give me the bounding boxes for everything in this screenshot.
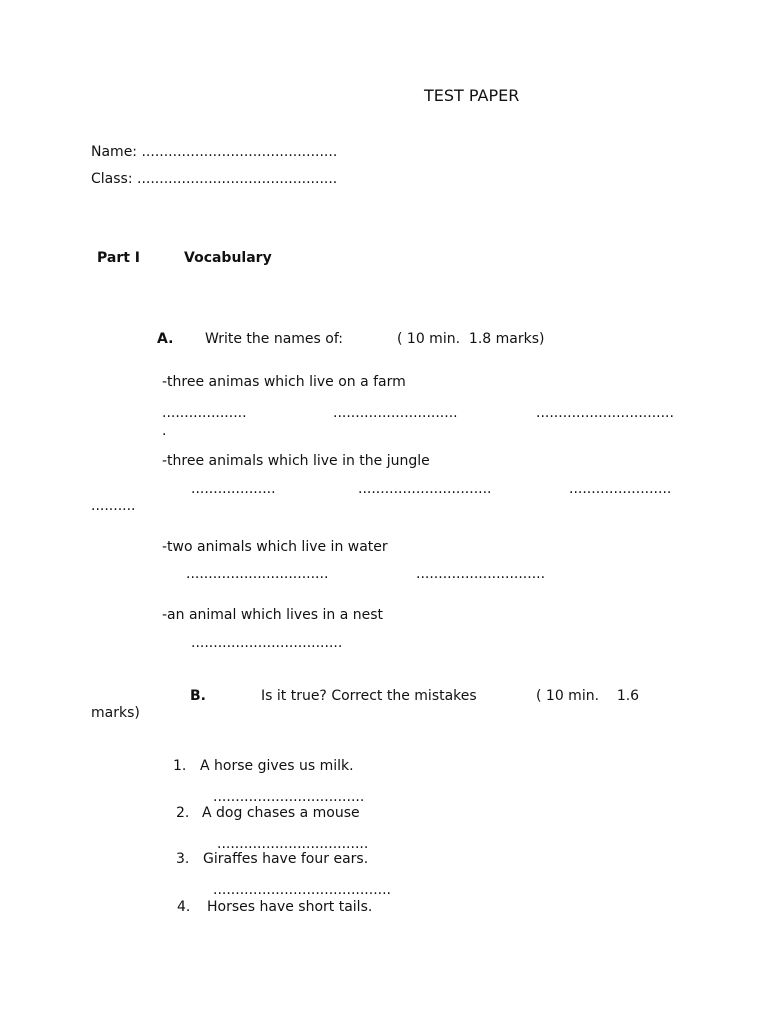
list-item-text: A horse gives us milk. bbox=[200, 758, 354, 774]
class-field: Class: ............................................. bbox=[91, 171, 338, 187]
list-item-number: 2. bbox=[176, 805, 190, 821]
section-a-marks: ( 10 min. 1.8 marks) bbox=[397, 331, 545, 347]
answer-blank-overflow: . bbox=[162, 423, 167, 439]
answer-blank: ....................... bbox=[569, 481, 672, 497]
answer-blank: .................................. bbox=[213, 789, 365, 805]
section-b-marks-continued: marks) bbox=[91, 705, 140, 721]
section-b-instruction: Is it true? Correct the mistakes bbox=[261, 688, 477, 704]
page-title: TEST PAPER bbox=[424, 86, 520, 105]
list-item-text: A dog chases a mouse bbox=[202, 805, 360, 821]
question-prompt: -three animals which live in the jungle bbox=[162, 453, 430, 469]
answer-blank: .................................. bbox=[217, 836, 369, 852]
answer-blank: .............................. bbox=[358, 481, 492, 497]
list-item-number: 1. bbox=[173, 758, 187, 774]
answer-blank: ............................ bbox=[333, 405, 458, 421]
list-item-text: Giraffes have four ears. bbox=[203, 851, 369, 867]
answer-blank: ........................................ bbox=[213, 882, 392, 898]
part-heading: Vocabulary bbox=[184, 250, 272, 266]
list-item-number: 4. bbox=[177, 899, 191, 915]
question-prompt: -two animals which live in water bbox=[162, 539, 388, 555]
section-a-instruction: Write the names of: bbox=[205, 331, 343, 347]
answer-blank: ............................. bbox=[416, 566, 546, 582]
answer-blank: ............................... bbox=[536, 405, 674, 421]
answer-blank: ................................ bbox=[186, 566, 329, 582]
name-field: Name: ............................................ bbox=[91, 144, 338, 160]
list-item-number: 3. bbox=[176, 851, 190, 867]
section-b-marks: ( 10 min. 1.6 bbox=[536, 688, 640, 704]
answer-blank-overflow: .......... bbox=[91, 498, 136, 514]
section-b-letter: B. bbox=[190, 688, 206, 704]
list-item-text: Horses have short tails. bbox=[207, 899, 373, 915]
question-prompt: -three animas which live on a farm bbox=[162, 374, 406, 390]
answer-blank: .................................. bbox=[191, 635, 343, 651]
answer-blank: ................... bbox=[191, 481, 276, 497]
part-label: Part I bbox=[97, 250, 141, 266]
question-prompt: -an animal which lives in a nest bbox=[162, 607, 384, 623]
answer-blank: ................... bbox=[162, 405, 247, 421]
section-a-letter: A. bbox=[157, 331, 174, 347]
